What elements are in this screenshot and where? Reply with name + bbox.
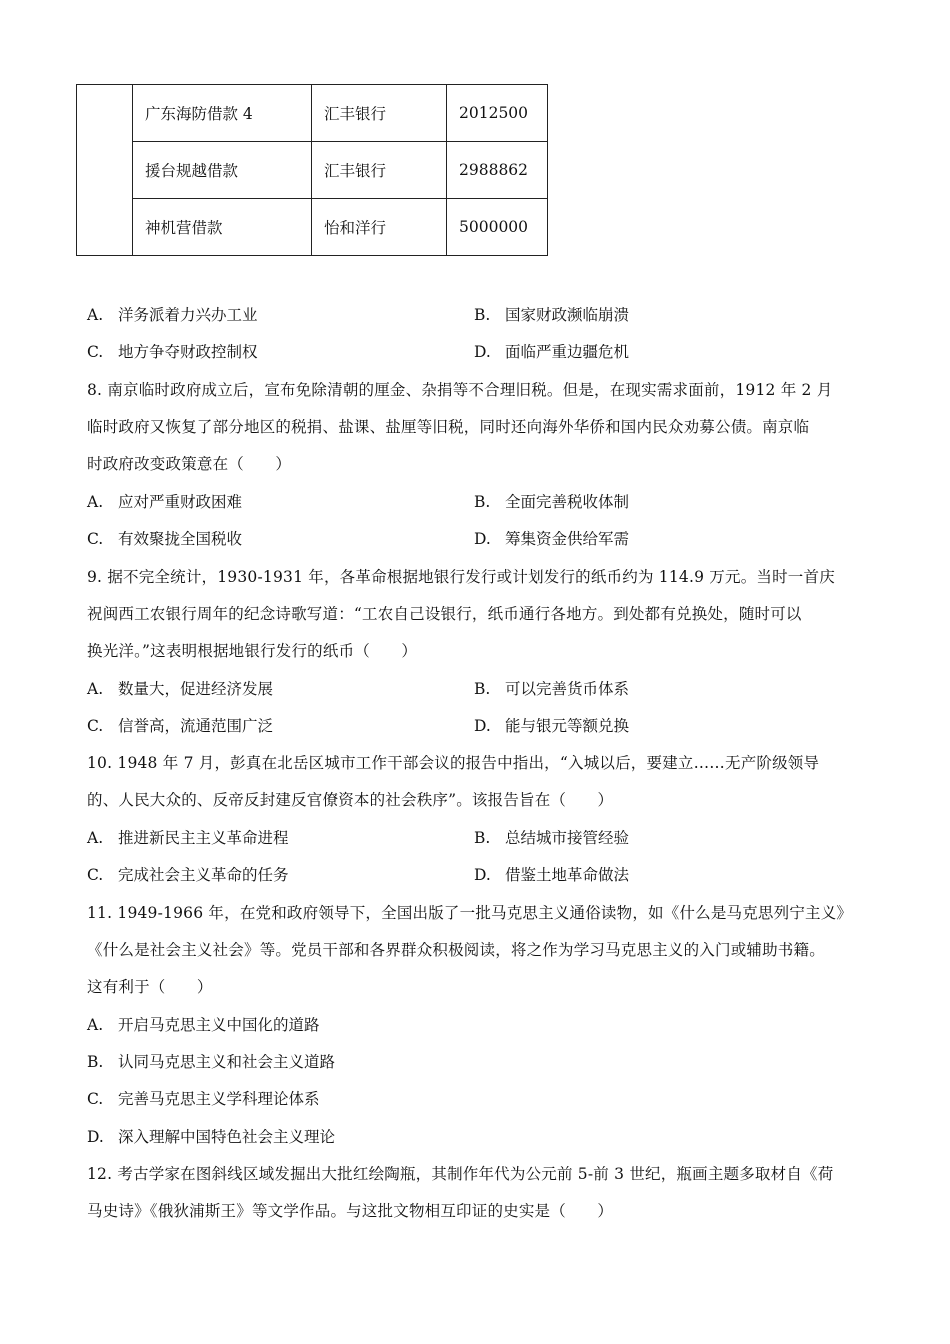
q8-option-a (87, 492, 242, 512)
option-label: B. (474, 829, 491, 847)
amount-cell: 2988862 (447, 142, 548, 199)
option-text: 借鉴土地革命做法 (504, 866, 629, 884)
q9-option-a (87, 679, 273, 699)
option-label: B. (474, 680, 491, 698)
option-text: 数量大，促进经济发展 (117, 680, 273, 698)
q8-stem-line: 时政府改变政策意在（ ） (87, 455, 292, 473)
option-label: A. (87, 1016, 104, 1034)
q9-stem-line: 换光洋。”这表明根据地银行发行的纸币（ ） (87, 642, 418, 660)
option-text: 应对严重财政困难 (117, 493, 242, 511)
option-text: 开启马克思主义中国化的道路 (117, 1016, 320, 1034)
option-label: C. (87, 866, 104, 884)
option-label: D. (474, 717, 491, 735)
q11-option-c (87, 1089, 319, 1109)
loan-name-cell: 援台规越借款 (133, 142, 312, 199)
option-text: 推进新民主主义革命进程 (117, 829, 289, 847)
q10-option-c (87, 865, 288, 885)
q12-stem-line: 马史诗》《俄狄浦斯王》等文学作品。与这批文物相互印证的史实是（ ） (87, 1202, 614, 1220)
table-row (77, 199, 548, 256)
q7-option-a (87, 305, 257, 325)
loan-name-cell: 广东海防借款 4 (133, 85, 312, 142)
q8-option-d (474, 529, 629, 549)
option-text: 信誉高，流通范围广泛 (117, 717, 273, 735)
q9-option-b (474, 679, 629, 699)
option-label: A. (87, 829, 104, 847)
q7-option-c (87, 342, 257, 362)
q9-stem-line: 祝闽西工农银行周年的纪念诗歌写道：“工农自己设银行，纸币通行各地方。到处都有兑换处，随时可以 (87, 605, 802, 623)
q9-stem-line: 9. 据不完全统计，1930-1931 年，各革命根据地银行发行或计划发行的纸币约为 114.9 万元。当时一首庆 (87, 568, 835, 586)
option-label: A. (87, 306, 104, 324)
lender-cell: 汇丰银行 (312, 142, 447, 199)
q11-option-d (87, 1127, 335, 1147)
q11-stem-line: 11. 1949-1966 年，在党和政府领导下，全国出版了一批马克思主义通俗读物，如《什么是马克思列宁主义》 (87, 904, 853, 922)
table-row (77, 85, 548, 142)
amount-cell: 5000000 (447, 199, 548, 256)
q8-stem-line: 8. 南京临时政府成立后，宣布免除清朝的厘金、杂捐等不合理旧税。但是，在现实需求面前，1912 年 2 月 (87, 381, 833, 399)
option-label: D. (474, 530, 491, 548)
option-label: A. (87, 680, 104, 698)
q11-option-a (87, 1015, 319, 1035)
option-label: C. (87, 717, 104, 735)
q11-option-b (87, 1052, 335, 1072)
q11-stem-line: 《什么是社会主义社会》等。党员干部和各界群众积极阅读，将之作为学习马克思主义的入门或辅助书籍。 (87, 941, 825, 959)
option-text: 面临严重边疆危机 (504, 343, 629, 361)
option-label: B. (87, 1053, 104, 1071)
option-text: 能与银元等额兑换 (504, 717, 629, 735)
option-text: 洋务派着力兴办工业 (117, 306, 258, 324)
option-text: 认同马克思主义和社会主义道路 (117, 1053, 335, 1071)
option-label: D. (474, 343, 491, 361)
option-text: 深入理解中国特色社会主义理论 (117, 1128, 335, 1146)
option-label: D. (474, 866, 491, 884)
table-blank-cell (77, 85, 133, 256)
option-text: 完成社会主义革命的任务 (117, 866, 289, 884)
q10-option-b (474, 828, 629, 848)
option-label: C. (87, 530, 104, 548)
q7-option-b (474, 305, 629, 325)
option-text: 地方争夺财政控制权 (117, 343, 258, 361)
q10-option-a (87, 828, 288, 848)
q10-stem-line: 10. 1948 年 7 月，彭真在北岳区城市工作干部会议的报告中指出，“入城以后，要建立……无产阶级领导 (87, 754, 820, 772)
option-text: 全面完善税收体制 (504, 493, 629, 511)
q8-stem-line: 临时政府又恢复了部分地区的税捐、盐课、盐厘等旧税，同时还向海外华侨和国内民众劝募公债。南京临 (87, 418, 810, 436)
q8-option-b (474, 492, 629, 512)
q8-option-c (87, 529, 242, 549)
option-text: 可以完善货币体系 (504, 680, 629, 698)
q10-option-d (474, 865, 629, 885)
lender-cell: 汇丰银行 (312, 85, 447, 142)
option-label: C. (87, 1090, 104, 1108)
option-label: B. (474, 493, 491, 511)
q9-option-c (87, 716, 273, 736)
option-text: 筹集资金供给军需 (504, 530, 629, 548)
option-label: C. (87, 343, 104, 361)
amount-cell: 2012500 (447, 85, 548, 142)
q9-option-d (474, 716, 629, 736)
lender-cell: 怡和洋行 (312, 199, 447, 256)
option-label: B. (474, 306, 491, 324)
q12-stem-line: 12. 考古学家在图斜线区域发掘出大批红绘陶瓶，其制作年代为公元前 5-前 3 世纪，瓶画主题多取材自《荷 (87, 1165, 834, 1183)
q7-option-d (474, 342, 629, 362)
option-label: A. (87, 493, 104, 511)
option-text: 有效聚拢全国税收 (117, 530, 242, 548)
q11-stem-line: 这有利于（ ） (87, 978, 213, 996)
option-text: 完善马克思主义学科理论体系 (117, 1090, 320, 1108)
option-label: D. (87, 1128, 104, 1146)
option-text: 国家财政濒临崩溃 (504, 306, 629, 324)
table-row (77, 142, 548, 199)
option-text: 总结城市接管经验 (504, 829, 629, 847)
q10-stem-line: 的、人民大众的、反帝反封建反官僚资本的社会秩序”。该报告旨在（ ） (87, 791, 614, 809)
loan-table (76, 84, 548, 256)
loan-name-cell: 神机营借款 (133, 199, 312, 256)
